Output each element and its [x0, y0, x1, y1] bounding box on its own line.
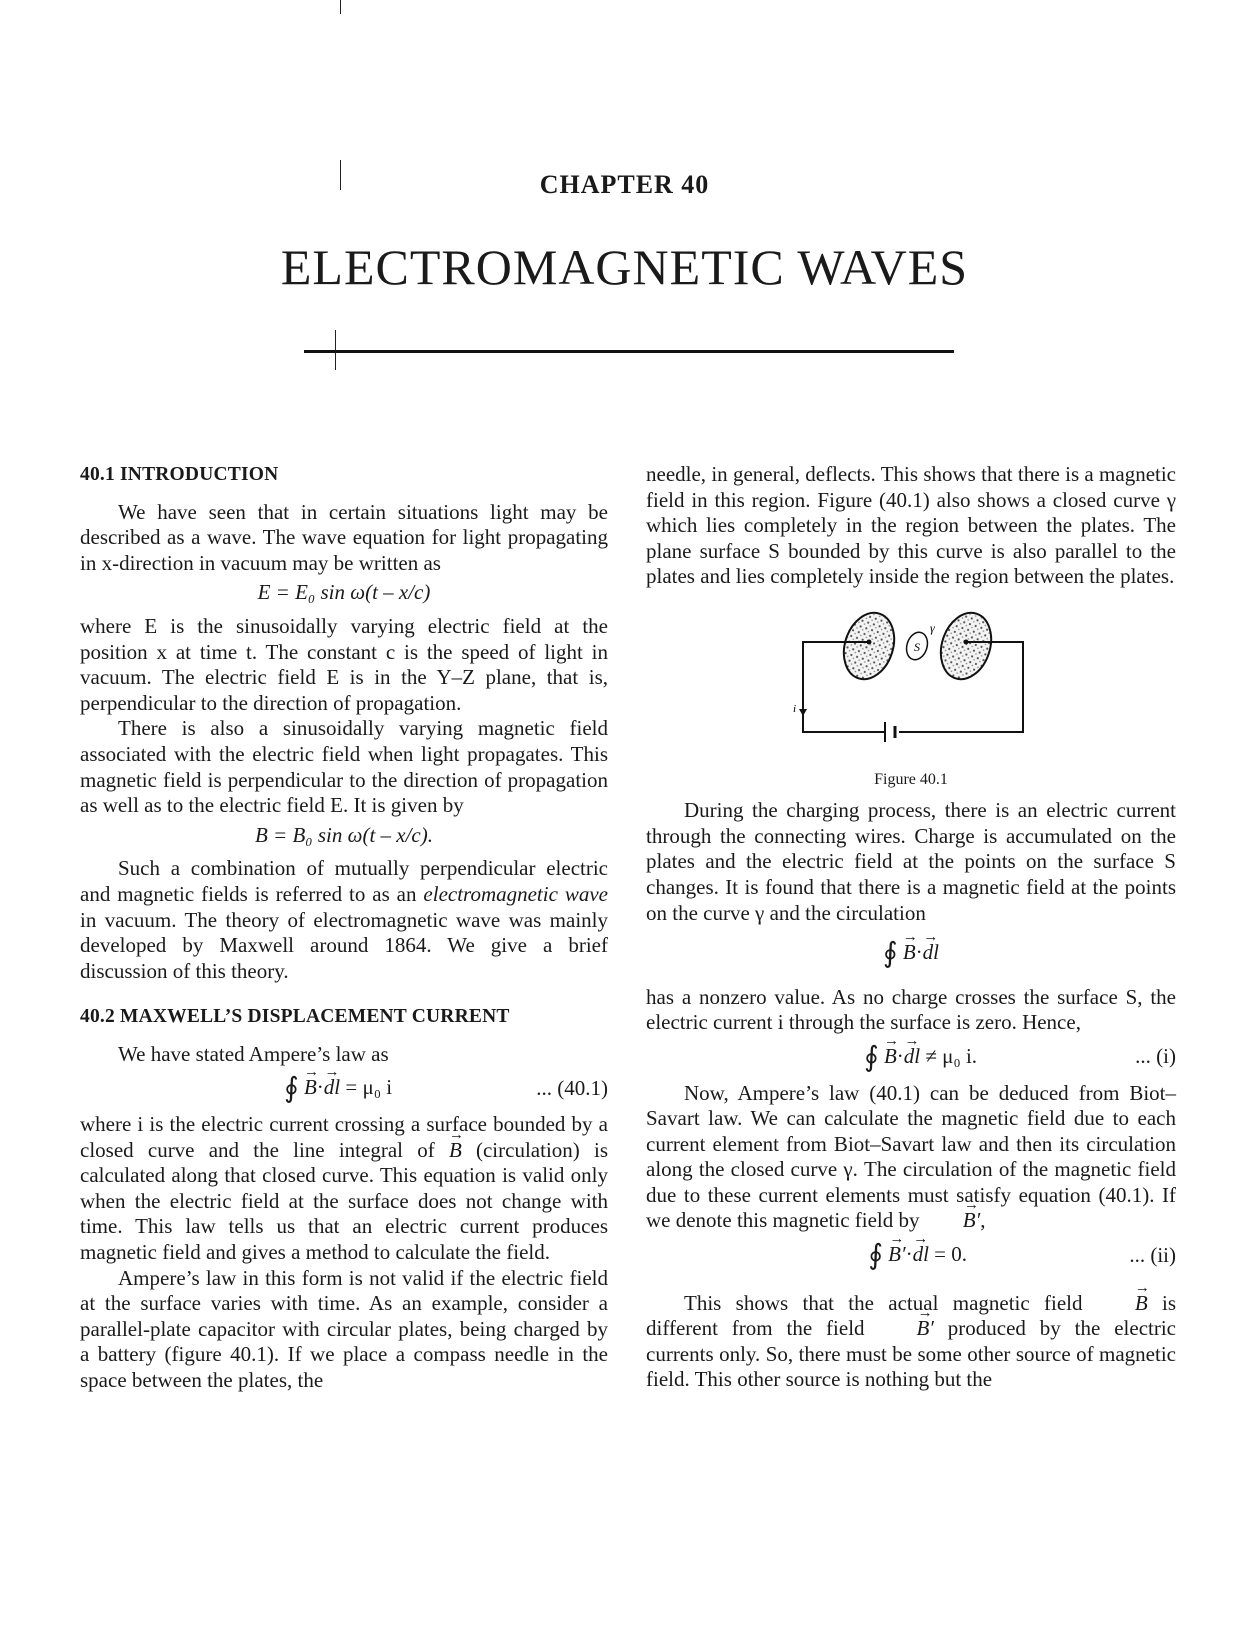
text-run: Now, Ampere’s law (40.1) can be deduced from Biot–Savart law. We can calculate the magnetic field due to each current element from Biot–Savart law and then its circulation along the closed curve γ. The circulation of the magnetic field due to these current elements must satisfy equation (40.1). If we denote this magnetic field by	[646, 1080, 1176, 1233]
chapter-label: CHAPTER 40	[539, 170, 710, 199]
section-heading-introduction: 40.1 INTRODUCTION	[80, 464, 279, 485]
paragraph	[80, 856, 608, 984]
contour-integral-symbol: ∮	[882, 938, 898, 970]
vector-B: → B	[1097, 1291, 1148, 1317]
vector-B: → B	[884, 1044, 897, 1070]
equation-number: ... (ii)	[1129, 1242, 1176, 1267]
vector-B-prime: → B′	[878, 1316, 933, 1342]
text-run: ,	[980, 1208, 986, 1233]
equation-text	[646, 1041, 1135, 1073]
equation-text: E = E₀ sin ω(t – x/c)	[257, 580, 431, 605]
equation-electric-wave	[80, 580, 608, 606]
left-column	[80, 462, 608, 1394]
text-run: where i is the electric current crossing a surface bounded by a closed curve and the line integral of	[80, 1112, 608, 1162]
scan-artifact-line	[340, 0, 341, 14]
equation-number: ... (40.1)	[536, 1075, 608, 1100]
dot-symbol: ·	[316, 1075, 324, 1100]
contour-integral-symbol: ∮	[284, 1073, 299, 1105]
paragraph	[646, 1291, 1176, 1393]
equation-text: B = B₀ sin ω(t – x/c).	[254, 822, 433, 847]
emphasis-term: electromagnetic wave	[423, 881, 608, 906]
vector-dl: → dl	[923, 940, 939, 966]
equation-magnetic-wave	[80, 823, 608, 849]
equation-number: ... (i)	[1135, 1044, 1176, 1069]
text-run: (circulation) is calculated along that closed curve. This equation is valid only when the electric field at the surface does not change with time. This law tells us that an electric current produces magnetic field and gives a method to calculate the field.	[80, 1137, 608, 1265]
text-run: produced by the electric currents only. So, there must be some other source of magnetic field. This other source is nothing but the	[646, 1316, 1176, 1392]
paragraph: needle, in general, deflects. This shows that there is a magnetic field in this region. Figure (40.1) also shows a closed curve γ which lies completely in the region between the plates. The plane surface S bounded by this curve is also parallel to the plates and lies completely inside the region between the plates.	[646, 462, 1176, 589]
label-i: i	[793, 702, 797, 715]
text-run: Such a combination of mutually perpendicular electric and magnetic fields is referred to as an	[80, 856, 608, 906]
contour-integral-symbol: ∮	[868, 1240, 883, 1272]
paragraph: There is also a sinusoidally varying magnetic field associated with the electric field when light propagates. This magnetic field is perpendicular to the direction of propagation as well as to the electric field E. It is given by	[80, 716, 608, 818]
text-run: This shows that the actual magnetic field	[684, 1290, 1097, 1315]
label-S: S	[914, 639, 920, 654]
vector-B-prime: → B′	[925, 1208, 980, 1234]
circulation-expression	[646, 938, 1176, 970]
current-arrow	[799, 709, 807, 716]
vector-B: → B	[449, 1138, 462, 1164]
paragraph: During the charging process, there is an electric current through the connecting wires. Charge is accumulated on the plates and the electric field at the points on the surface S changes. It is found that there is a magnetic field at the points on the curve γ and the circulation	[646, 798, 1176, 925]
equation-rhs: = μ₀ i	[345, 1075, 393, 1100]
vector-B: → B	[304, 1075, 317, 1101]
paragraph: We have seen that in certain situations light may be described as a wave. The wave equation for light propagating in x-direction in vacuum may be written as	[80, 499, 608, 575]
section-heading-displacement-current: 40.2 MAXWELL’S DISPLACEMENT CURRENT	[80, 1006, 510, 1028]
paragraph: We have stated Ampere’s law as	[118, 1041, 389, 1066]
text-run: in vacuum. The theory of electromagnetic wave was mainly developed by Maxwell around 1864. We give a brief discussion of this theory.	[80, 907, 608, 983]
capacitor-circuit-diagram	[781, 604, 1041, 754]
equation-i	[646, 1041, 1176, 1073]
text-run: is different from the field	[646, 1290, 1176, 1341]
vector-B: → B	[903, 940, 916, 966]
dot-symbol: ·	[905, 1242, 913, 1267]
figure-caption: Figure 40.1	[874, 770, 948, 788]
right-column	[646, 462, 1176, 1393]
equation-text	[80, 1073, 536, 1105]
paragraph: where E is the sinusoidally varying electric field at the position x at time t. The constant c is the speed of light in vacuum. The electric field E is in the Y–Z plane, that is, perpendicular to the direction of propagation.	[80, 613, 608, 715]
vector-dl: → dl	[913, 1242, 929, 1268]
dot-symbol: ·	[915, 940, 923, 965]
capacitor-plate-right	[933, 606, 1000, 686]
capacitor-plate-left	[836, 606, 903, 686]
paragraph	[80, 1112, 608, 1266]
paragraph: Ampere’s law in this form is not valid if the electric field at the surface varies with time. As an example, consider a parallel-plate capacitor with circular plates, being charged by a battery (figure 40.1). If we place a compass needle in the space between the plates, the	[80, 1265, 608, 1392]
chapter-title: ELECTROMAGNETIC WAVES	[280, 239, 969, 295]
equation-rhs: = 0.	[934, 1242, 968, 1267]
vector-B-prime: → B′	[888, 1242, 905, 1268]
equation-rhs: ≠ μ₀ i.	[925, 1043, 978, 1068]
equation-amperes-law	[80, 1073, 608, 1105]
title-rule	[304, 350, 954, 353]
contour-integral-symbol: ∮	[864, 1041, 879, 1073]
figure-40-1	[646, 604, 1176, 761]
paragraph: has a nonzero value. As no charge crosses the surface S, the electric current i through the surface is zero. Hence,	[646, 984, 1176, 1035]
vector-dl: → dl	[324, 1075, 340, 1101]
vector-dl: → dl	[904, 1044, 920, 1070]
equation-ii	[646, 1240, 1176, 1272]
equation-text	[646, 1240, 1129, 1272]
paragraph	[646, 1081, 1176, 1235]
dot-symbol: ·	[896, 1043, 904, 1068]
label-gamma: γ	[930, 620, 935, 635]
